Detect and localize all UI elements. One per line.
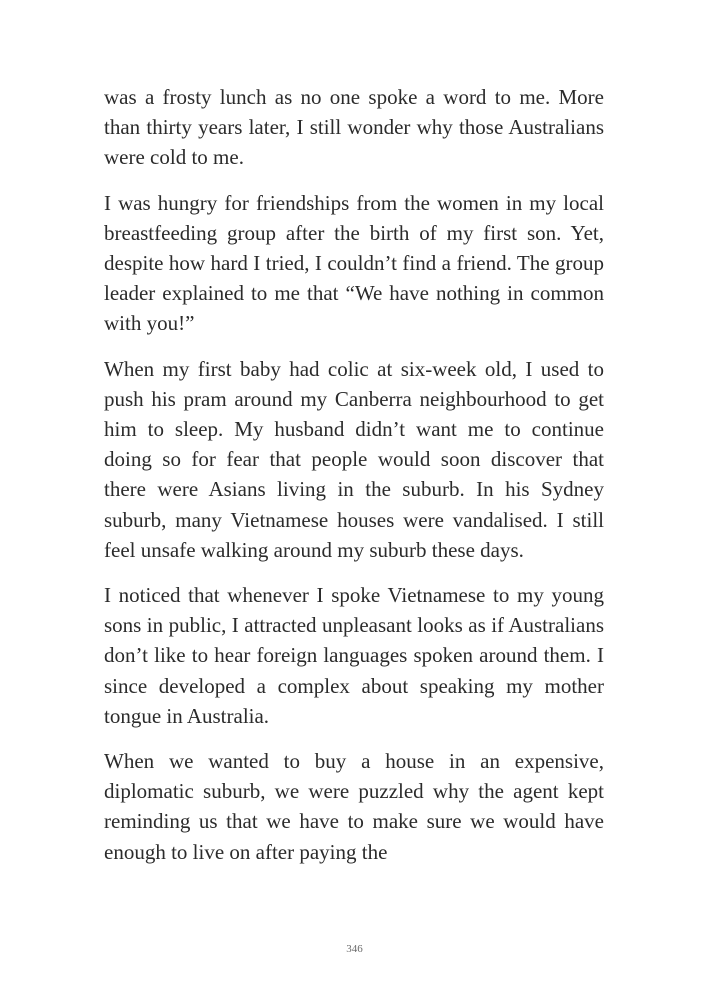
paragraph-1: was a frosty lunch as no one spoke a word to me. More than thirty years later, I still wonder why those Australians were cold to me.: [104, 85, 604, 170]
page-number: 346: [346, 943, 363, 955]
paragraph-5: When we wanted to buy a house in an expensive, diplomatic suburb, we were puzzled why the agent kept reminding us that we have to make sure we would have enough to live on after paying the: [104, 749, 604, 864]
paragraph-2: I was hungry for friendships from the women in my local breastfeeding group after the birth of my first son. Yet, despite how hard I tried, I couldn’t find a friend. The group leader explained to me that “We have nothing in common with you!”: [104, 190, 604, 336]
paragraph-3: When my first baby had colic at six-week old, I used to push his pram around my Canberra neighbourhood to get him to sleep. My husband didn’t want me to continue doing so for fear that people would soon discover that there were Asians living in the suburb. In his Sydney suburb, many Vietnamese houses were vandalised. I still feel unsafe walking around my suburb these days.: [104, 356, 604, 562]
body-text: [104, 82, 604, 882]
paragraph-4: I noticed that whenever I spoke Vietnamese to my young sons in public, I attracted unpleasant looks as if Australians don’t like to hear foreign languages spoken around them. I since developed a complex about speaking my mother tongue in Australia.: [104, 583, 604, 728]
